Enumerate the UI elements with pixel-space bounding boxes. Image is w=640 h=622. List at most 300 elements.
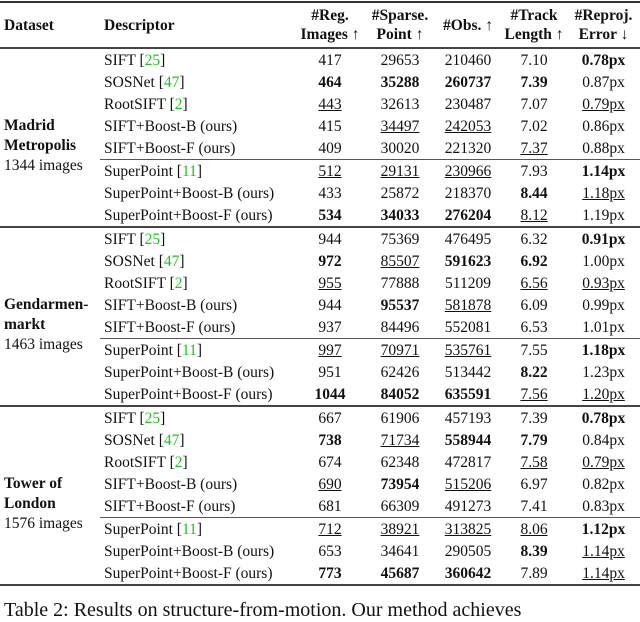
reg-images-cell [295,495,365,518]
reg-images-value: 955 [318,274,342,292]
sparse-points-value: 30020 [380,139,420,157]
sparse-points-value: 32613 [380,95,420,113]
observations-cell [435,160,501,183]
reg-images-cell [295,272,365,294]
sparse-points-cell [365,137,435,160]
observations-cell [435,204,501,227]
header-descriptor: Descriptor [104,16,175,34]
descriptor-cell [100,361,295,383]
reg-images-value: 415 [318,117,342,135]
track-length-value: 7.39 [520,409,548,427]
reg-images-cell [295,294,365,316]
descriptor-name: SOSNet [104,252,155,270]
descriptor-name: SIFT [104,409,136,427]
observations-cell [435,115,501,137]
reg-images-value: 712 [318,520,342,538]
reproj-error-value: 1.19px [582,206,625,224]
reproj-error-value: 0.83px [582,497,625,515]
descriptor-cell [100,294,295,316]
descriptor-name: SuperPoint+Boost-F (ours) [104,385,273,403]
observations-value: 230487 [444,95,492,113]
descriptor-name: SIFT+Boost-F (ours) [104,497,236,515]
track-length-value: 6.32 [520,230,548,248]
observations-value: 535761 [444,341,492,359]
reg-images-cell [295,137,365,160]
sparse-points-value: 84052 [380,385,420,403]
reg-images-cell [295,115,365,137]
observations-value: 276204 [444,206,492,224]
citation-link[interactable]: 2 [174,453,183,471]
sparse-points-cell [365,361,435,383]
reproj-error-value: 0.88px [582,139,625,157]
track-length-value: 8.39 [520,542,548,560]
reg-images-cell [295,250,365,272]
citation-link[interactable]: 47 [163,73,180,91]
reg-images-cell [295,182,365,204]
observations-value: 513442 [444,363,492,381]
observations-value: 635591 [444,385,492,403]
observations-cell [435,406,501,429]
track-length-cell [501,137,567,160]
descriptor-cell: RootSIFT [2] [104,453,188,471]
track-length-value: 7.79 [520,431,548,449]
track-length-cell [501,316,567,339]
descriptor-name: SIFT+Boost-B (ours) [104,117,238,135]
descriptor-cell [100,204,295,227]
sparse-points-cell [365,429,435,451]
dataset-image-count: 1463 images [4,335,83,353]
descriptor-name: SuperPoint+Boost-F (ours) [104,206,273,224]
observations-value: 515206 [444,475,492,493]
descriptor-cell [100,540,295,562]
descriptor-cell [100,137,295,160]
sparse-points-cell [365,406,435,429]
reproj-error-value: 0.78px [581,409,626,427]
track-length-cell [501,406,567,429]
reproj-error-cell [567,115,640,137]
observations-cell [435,540,501,562]
reg-images-cell [295,71,365,93]
reproj-error-value: 1.23px [582,363,625,381]
sparse-points-value: 77888 [380,274,420,292]
reproj-error-cell [567,562,640,585]
reproj-error-cell [567,495,640,518]
sparse-points-cell [365,204,435,227]
sparse-points-cell [365,48,435,71]
descriptor-cell [100,495,295,518]
header-line: Images ↑ [300,26,360,43]
header-track-length [501,2,567,48]
citation-link[interactable]: 25 [144,51,161,69]
reg-images-cell [295,339,365,362]
citation-link[interactable]: 11 [181,162,197,180]
descriptor-name: SOSNet [104,431,155,449]
reproj-error-cell [567,227,640,250]
reproj-error-value: 1.20px [582,385,625,403]
reproj-error-value: 0.99px [582,296,625,314]
sparse-points-cell [365,227,435,250]
reproj-error-value: 1.14px [582,564,625,582]
sparse-points-value: 62426 [380,363,420,381]
observations-value: 476495 [444,230,492,248]
reproj-error-cell [567,540,640,562]
track-length-value: 6.56 [520,274,548,292]
observations-cell [435,227,501,250]
reg-images-value: 653 [318,542,342,560]
observations-value: 552081 [444,318,492,336]
sparse-points-cell [365,160,435,183]
header-sparse-point [365,2,435,48]
reg-images-value: 409 [318,139,342,157]
descriptor-name: SIFT+Boost-F (ours) [104,139,236,157]
descriptor-name: SuperPoint [104,162,173,180]
observations-value: 218370 [444,184,492,202]
track-length-cell [501,429,567,451]
observations-cell [435,473,501,495]
reproj-error-cell [567,383,640,406]
reproj-error-cell [567,294,640,316]
reproj-error-cell [567,160,640,183]
descriptor-cell: SuperPoint [11] [100,160,295,183]
descriptor-cell: RootSIFT [2] [104,274,188,292]
reproj-error-cell [567,316,640,339]
reg-images-cell [295,93,365,115]
sparse-points-cell [365,339,435,362]
reproj-error-cell [567,361,640,383]
observations-value: 221320 [444,139,492,157]
reg-images-cell [295,406,365,429]
track-length-cell [501,339,567,362]
sparse-points-cell [365,316,435,339]
reg-images-cell [295,518,365,541]
reproj-error-value: 0.93px [582,274,625,292]
sparse-points-cell [365,495,435,518]
observations-cell [435,272,501,294]
sparse-points-value: 45687 [380,564,420,582]
sparse-points-cell [365,272,435,294]
descriptor-cell [100,383,295,406]
reproj-error-value: 1.18px [582,184,625,202]
table-row [0,48,640,71]
header-line: #Reg. [311,7,349,24]
observations-value: 457193 [444,409,492,427]
observations-cell [435,294,501,316]
reproj-error-value: 0.78px [581,51,626,69]
observations-value: 260737 [444,73,492,91]
track-length-cell [501,518,567,541]
reg-images-value: 690 [318,475,342,493]
descriptor-name: SIFT+Boost-B (ours) [104,296,238,314]
descriptor-name: SOSNet [104,73,155,91]
dataset-cell [0,48,100,227]
descriptor-name: SuperPoint+Boost-B (ours) [104,542,275,560]
observations-cell [435,182,501,204]
track-length-value: 6.09 [520,296,548,314]
sparse-points-value: 71734 [380,431,420,449]
reg-images-value: 1044 [314,385,346,403]
track-length-cell [501,182,567,204]
track-length-value: 8.06 [520,520,548,538]
reproj-error-cell [567,182,640,204]
track-length-cell [501,71,567,93]
reproj-error-value: 0.87px [582,73,625,91]
track-length-value: 7.89 [520,564,548,582]
reg-images-value: 417 [318,51,342,69]
track-length-cell [501,227,567,250]
descriptor-cell [100,115,295,137]
reproj-error-cell [567,250,640,272]
descriptor-name: SuperPoint+Boost-B (ours) [104,184,275,202]
sparse-points-value: 84496 [380,318,420,336]
track-length-value: 7.58 [520,453,548,471]
reg-images-cell [295,160,365,183]
reproj-error-value: 0.91px [581,230,626,248]
reg-images-cell [295,540,365,562]
observations-value: 313825 [444,520,492,538]
sparse-points-value: 75369 [380,230,420,248]
header-line: Length ↑ [504,26,564,43]
sparse-points-value: 85507 [380,252,420,270]
dataset-name: Tower of London [4,474,63,512]
table-wrapper [0,1,640,622]
track-length-value: 8.44 [520,184,548,202]
reproj-error-value: 1.18px [581,341,626,359]
sparse-points-value: 25872 [380,184,420,202]
citation-link[interactable]: 47 [163,431,180,449]
reproj-error-value: 1.12px [581,520,626,538]
reproj-error-cell [567,93,640,115]
reg-images-cell [295,473,365,495]
reproj-error-cell [567,429,640,451]
reg-images-value: 972 [318,252,342,270]
sparse-points-cell [365,71,435,93]
reproj-error-cell [567,473,640,495]
observations-value: 230966 [444,162,492,180]
reg-images-value: 997 [318,341,342,359]
sparse-points-value: 61906 [380,409,420,427]
citation-link[interactable]: 25 [144,409,161,427]
descriptor-name: SIFT [104,51,136,69]
observations-cell [435,495,501,518]
track-length-cell [501,93,567,115]
table-body [0,48,640,585]
reg-images-cell [295,227,365,250]
reg-images-value: 443 [318,95,342,113]
track-length-value: 8.12 [520,206,548,224]
reproj-error-value: 1.00px [582,252,625,270]
header-line: Point ↑ [376,26,424,43]
sparse-points-value: 70971 [380,341,420,359]
descriptor-name: SIFT+Boost-B (ours) [104,475,238,493]
reg-images-value: 534 [318,206,342,224]
observations-value: 491273 [444,497,492,515]
observations-value: 210460 [444,51,492,69]
sparse-points-value: 38921 [380,520,420,538]
descriptor-name: SIFT [104,230,136,248]
track-length-cell [501,383,567,406]
track-length-cell [501,451,567,473]
descriptor-name: RootSIFT [104,274,166,292]
dataset-name: Gendarmen-markt [4,295,89,333]
track-length-value: 6.97 [520,475,548,493]
track-length-cell [501,204,567,227]
reproj-error-value: 1.01px [582,318,625,336]
reg-images-cell [295,383,365,406]
descriptor-cell: SOSNet [47] [104,252,185,270]
sparse-points-value: 34497 [380,117,420,135]
observations-value: 290505 [444,542,492,560]
citation-link[interactable]: 2 [174,95,183,113]
descriptor-cell: SOSNet [47] [104,431,185,449]
reg-images-value: 944 [318,230,342,248]
header-line: Error ↓ [578,26,629,43]
descriptor-name: SuperPoint+Boost-F (ours) [104,564,273,582]
track-length-value: 7.07 [520,95,548,113]
header-reg-images [295,2,365,48]
reg-images-cell [295,451,365,473]
header-line: #Reproj. [574,7,633,24]
observations-cell [435,562,501,585]
track-length-value: 7.93 [520,162,548,180]
sparse-points-cell [365,451,435,473]
observations-value: 242053 [444,117,492,135]
sparse-points-value: 34641 [380,542,420,560]
citation-link[interactable]: 25 [144,230,161,248]
sparse-points-cell [365,473,435,495]
sparse-points-cell [365,182,435,204]
reg-images-cell [295,361,365,383]
track-length-cell [501,250,567,272]
sparse-points-cell [365,93,435,115]
reg-images-value: 433 [318,184,342,202]
track-length-value: 6.53 [520,318,548,336]
sparse-points-value: 29131 [380,162,420,180]
table-row [0,227,640,250]
header-dataset: Dataset [4,16,54,34]
track-length-value: 7.56 [520,385,548,403]
reproj-error-cell [567,137,640,160]
reg-images-value: 944 [318,296,342,314]
dataset-cell [0,227,100,406]
observations-cell [435,71,501,93]
observations-cell [435,518,501,541]
reproj-error-value: 1.14px [582,542,625,560]
track-length-cell [501,361,567,383]
citation-link[interactable]: 2 [174,274,183,292]
descriptor-cell [100,316,295,339]
descriptor-cell: SuperPoint [11] [100,339,295,362]
table-row [0,406,640,429]
reg-images-value: 773 [318,564,342,582]
track-length-cell [501,294,567,316]
reg-images-value: 512 [318,162,342,180]
sparse-points-cell [365,294,435,316]
reg-images-value: 674 [318,453,342,471]
observations-value: 472817 [444,453,492,471]
track-length-value: 7.37 [520,139,548,157]
header-line: #Sparse. [371,7,429,24]
descriptor-cell [100,473,295,495]
observations-cell [435,316,501,339]
reproj-error-cell [567,518,640,541]
sparse-points-value: 62348 [380,453,420,471]
observations-cell [435,361,501,383]
header-row [0,2,640,48]
track-length-cell [501,473,567,495]
reproj-error-value: 0.79px [582,453,625,471]
dataset-name: Madrid Metropolis [4,116,77,154]
track-length-value: 6.92 [520,252,548,270]
reg-images-cell [295,316,365,339]
sparse-points-value: 73954 [380,475,420,493]
results-table [0,1,640,586]
sparse-points-cell [365,540,435,562]
observations-value: 558944 [444,431,492,449]
observations-value: 511209 [445,274,491,292]
observations-cell [435,429,501,451]
reg-images-value: 681 [318,497,342,515]
track-length-value: 7.02 [520,117,548,135]
reg-images-cell [295,204,365,227]
observations-cell [435,339,501,362]
track-length-cell [501,115,567,137]
descriptor-name: SuperPoint+Boost-B (ours) [104,363,275,381]
sparse-points-cell [365,383,435,406]
reproj-error-cell [567,204,640,227]
citation-link[interactable]: 11 [181,341,197,359]
reproj-error-value: 0.82px [582,475,625,493]
observations-cell [435,93,501,115]
header-obs: #Obs. ↑ [443,16,493,34]
track-length-value: 7.55 [520,341,548,359]
citation-link[interactable]: 47 [163,252,180,270]
observations-cell [435,137,501,160]
track-length-cell [501,495,567,518]
reg-images-value: 667 [318,409,342,427]
reg-images-value: 738 [318,431,342,449]
reg-images-cell [295,562,365,585]
reproj-error-cell [567,339,640,362]
observations-cell [435,250,501,272]
track-length-cell [501,562,567,585]
sparse-points-value: 34033 [380,206,420,224]
sparse-points-cell [365,115,435,137]
reg-images-value: 937 [318,318,342,336]
sparse-points-value: 95537 [380,296,420,314]
sparse-points-cell [365,562,435,585]
track-length-value: 7.39 [520,73,548,91]
descriptor-name: RootSIFT [104,453,166,471]
descriptor-cell: SIFT [25] [104,230,166,248]
citation-link[interactable]: 11 [181,520,197,538]
dataset-cell [0,406,100,585]
descriptor-name: SuperPoint [104,341,173,359]
reg-images-cell [295,48,365,71]
reproj-error-cell [567,406,640,429]
header-reproj-error [567,2,640,48]
reproj-error-value: 0.86px [582,117,625,135]
track-length-value: 7.10 [520,51,548,69]
observations-cell [435,451,501,473]
dataset-image-count: 1576 images [4,514,83,532]
descriptor-name: RootSIFT [104,95,166,113]
track-length-value: 8.22 [520,363,548,381]
sparse-points-cell [365,250,435,272]
sparse-points-value: 66309 [380,497,420,515]
reg-images-cell [295,429,365,451]
observations-value: 581878 [444,296,492,314]
track-length-cell [501,272,567,294]
